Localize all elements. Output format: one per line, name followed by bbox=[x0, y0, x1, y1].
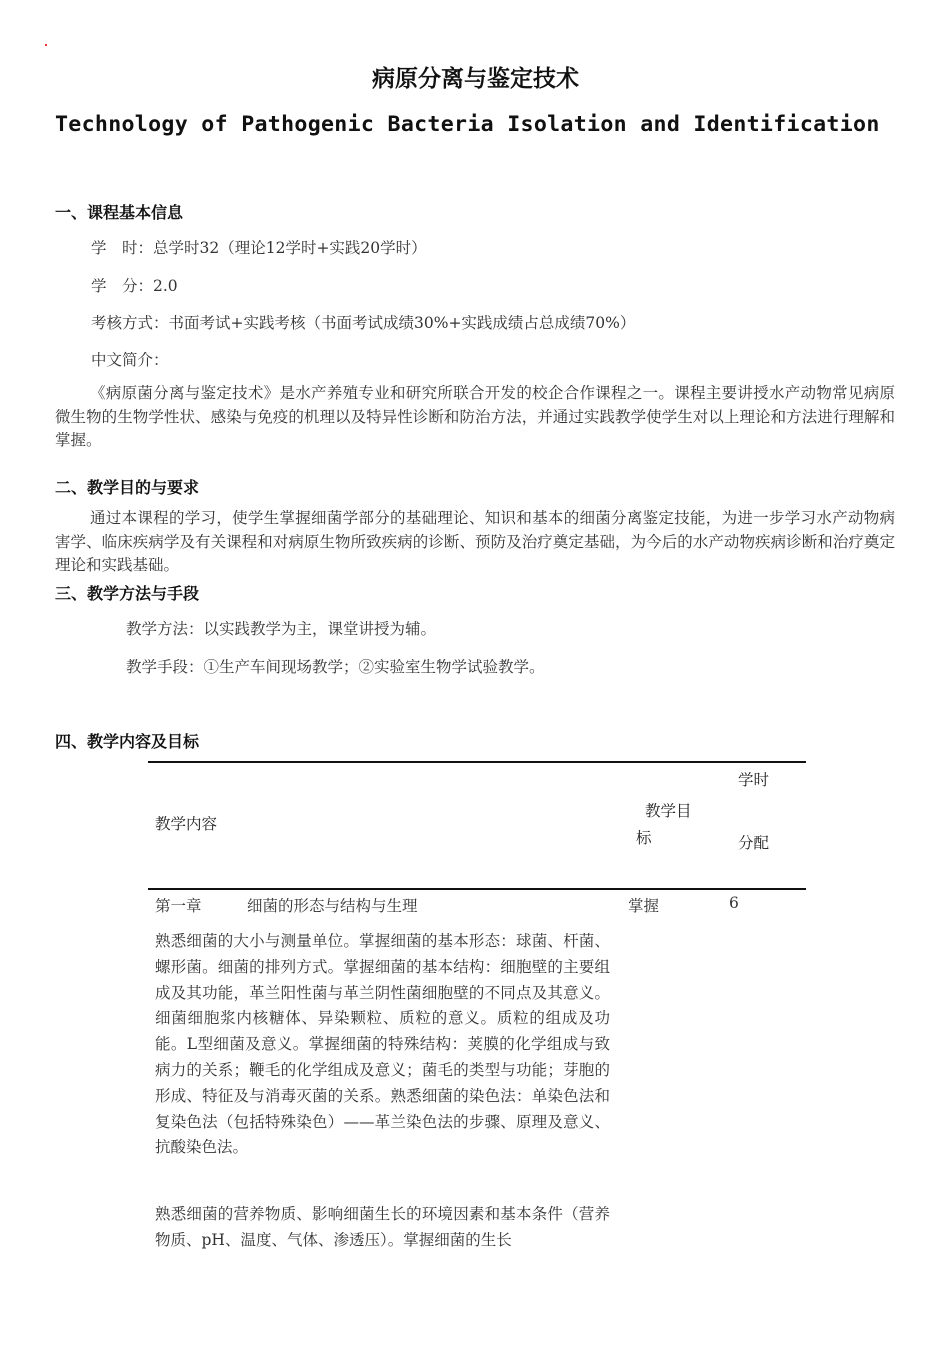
chapter-number: 第一章 bbox=[155, 897, 202, 915]
course-assessment: 考核方式：书面考试+实践考核（书面考试成绩30%+实践成绩占总成绩70%） bbox=[91, 314, 636, 332]
header-goal-line1: 教学目 bbox=[645, 802, 692, 820]
red-dot-mark bbox=[45, 44, 47, 46]
section-2-heading: 二、教学目的与要求 bbox=[55, 478, 200, 497]
section-1-heading: 一、课程基本信息 bbox=[55, 203, 184, 222]
course-hours: 学 时：总学时32（理论12学时+实践20学时） bbox=[91, 239, 427, 257]
header-hours-line2: 分配 bbox=[738, 834, 770, 852]
section-3-heading: 三、教学方法与手段 bbox=[55, 584, 200, 603]
intro-text: 《病原菌分离与鉴定技术》是水产养殖专业和研究所联合开发的校企合作课程之一。课程主要讲授水产动物常见病原微生物的生物学性状、感染与免疫的机理以及特异性诊断和防治方法，并通过实践教学使学生对以上理论和方法进行理解和掌握。 bbox=[55, 384, 895, 449]
teaching-means: 教学手段：①生产车间现场教学；②实验室生物学试验教学。 bbox=[126, 658, 545, 676]
chapter-title: 细菌的形态与结构与生理 bbox=[247, 897, 418, 915]
table-top-rule bbox=[148, 761, 806, 763]
header-goal-line2: 标 bbox=[636, 829, 652, 847]
chapter-content-para-2: 熟悉细菌的营养物质、影响细菌生长的环境因素和基本条件（营养物质、pH、温度、气体、渗透压）。掌握细菌的生长 bbox=[155, 1205, 610, 1249]
chapter-goal: 掌握 bbox=[628, 897, 660, 915]
header-hours-line1: 学时 bbox=[738, 771, 770, 789]
table-header-rule bbox=[148, 888, 806, 890]
intro-label: 中文简介： bbox=[91, 351, 169, 369]
header-content: 教学内容 bbox=[155, 815, 218, 833]
course-title-cn: 病原分离与鉴定技术 bbox=[372, 66, 579, 92]
course-title-en: Technology of Pathogenic Bacteria Isolation and Identification bbox=[55, 112, 880, 137]
course-credits: 学 分：2.0 bbox=[91, 277, 178, 295]
chapter-hours: 6 bbox=[729, 894, 739, 912]
teaching-method: 教学方法：以实践教学为主，课堂讲授为辅。 bbox=[126, 620, 437, 638]
section-4-heading: 四、教学内容及目标 bbox=[55, 732, 200, 751]
objectives-text: 通过本课程的学习，使学生掌握细菌学部分的基础理论、知识和基本的细菌分离鉴定技能，为进一步学习水产动物病害学、临床疾病学及有关课程和对病原生物所致疾病的诊断、预防及治疗奠定基础，为今后的水产动物疾病诊断和治疗奠定理论和实践基础。 bbox=[55, 509, 895, 574]
chapter-content-para-1: 熟悉细菌的大小与测量单位。掌握细菌的基本形态：球菌、杆菌、螺形菌。细菌的排列方式。掌握细菌的基本结构：细胞壁的主要组成及其功能，革兰阳性菌与革兰阴性菌细胞壁的不同点及其意义。细菌细胞浆内核糖体、异染颗粒、质粒的意义。质粒的组成及功能。L型细菌及意义。掌握细菌的特殊结构：荚膜的化学组成与致病力的关系；鞭毛的化学组成及意义；菌毛的类型与功能；芽胞的形成、特征及与消毒灭菌的关系。熟悉细菌的染色法：单染色法和复染色法（包括特殊染色）——革兰染色法的步骤、原理及意义、抗酸染色法。 bbox=[155, 932, 610, 1157]
